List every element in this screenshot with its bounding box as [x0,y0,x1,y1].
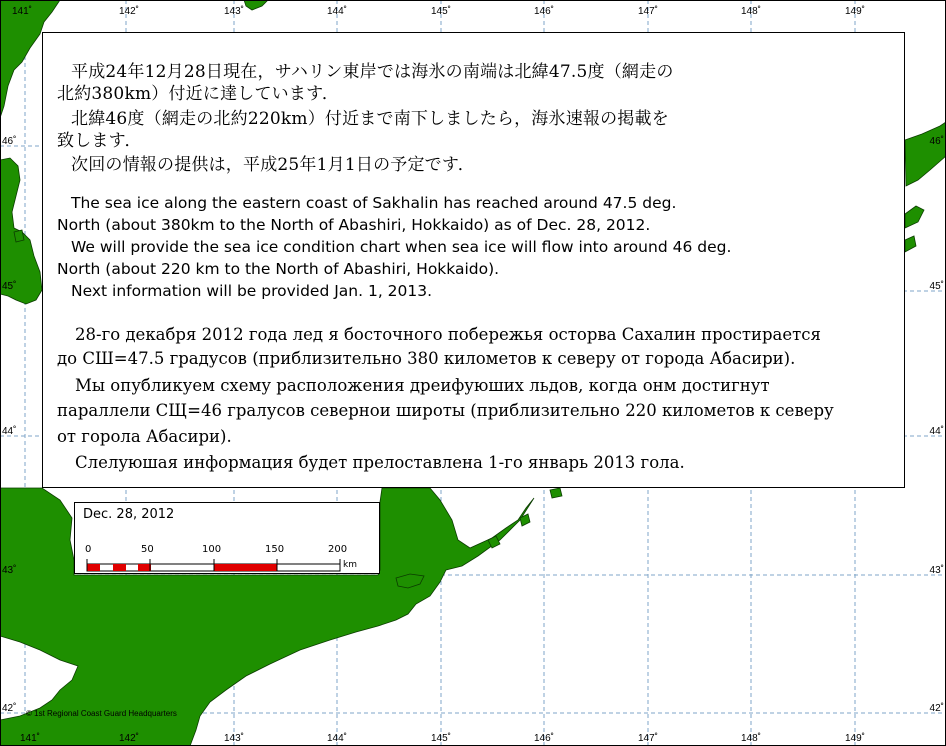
notice-ru-line: Слелуюшая информация будет прелоставлена 1-го январь 2013 гола. [75,453,685,472]
lat-label: 43˚ [2,565,17,576]
lon-label: 147˚ [637,6,659,17]
notice-ru-line: от горола Абасири). [57,427,232,446]
scale-unit: km [343,560,357,570]
scale-bar-panel [74,502,380,574]
scale-tick-label: 100 [202,544,222,555]
lon-label: 141˚ [11,6,33,17]
chart-date: Dec. 28, 2012 [83,507,175,522]
lon-label: 144˚ [326,6,348,17]
scale-segment [214,564,277,571]
lon-label: 143˚ [223,6,245,17]
lat-label: 46˚ [929,136,944,147]
lon-label: 149˚ [844,6,866,17]
scale-tick-label: 0 [85,544,92,555]
notice-ru-line: 28-го декабря 2012 года лед я босточного побережья осторва Сахалин простирается [75,325,821,344]
notice-ru-line: параллели СЩ=46 гралусов севернои широты (приблизительно 220 километов к северу [57,401,834,420]
notice-ru-line: до СШ=47.5 градусов (приблизительно 380 километов к северу от города Абасири). [57,349,796,368]
notice-jp-line: 平成24年12月28日現在，サハリン東岸では海氷の南端は北緯47.5度（網走の [71,62,674,82]
scale-segment [113,564,126,571]
scale-segment [138,564,151,571]
lat-label: 42˚ [929,703,944,714]
land-islet-3 [550,488,562,498]
notice-en-line: North (about 380km to the North of Abashiri, Hokkaido) as of Dec. 28, 2012. [57,216,651,234]
land-islet-4 [14,230,24,242]
scale-bar [75,503,381,575]
lon-label: 145˚ [430,733,452,744]
lat-label: 45˚ [929,281,944,292]
notice-ru-line: Мы опубликуем схему расположения дреифуюших льдов, когда онм достигнут [75,376,770,395]
lon-label: 145˚ [430,6,452,17]
lon-label: 142˚ [118,6,140,17]
lon-label: 142˚ [118,733,140,744]
scale-segment [87,564,100,571]
lon-label: 146˚ [533,733,555,744]
lat-label: 43˚ [929,565,944,576]
lon-label: 143˚ [223,733,245,744]
lon-label: 149˚ [844,733,866,744]
notice-jp-line: 致します． [57,131,142,151]
lat-label: 45˚ [2,281,17,292]
lat-label: 44˚ [929,426,944,437]
lon-label: 148˚ [740,733,762,744]
notice-en-line: Next information will be provided Jan. 1, 2013. [71,282,433,300]
lat-label: 44˚ [2,426,17,437]
lon-label: 147˚ [637,733,659,744]
lat-label: 46˚ [2,136,17,147]
notice-en-line: The sea ice along the eastern coast of Sakhalin has reached around 47.5 deg. [71,194,677,212]
notice-jp-line: 北約380km）付近に達しています． [57,84,340,104]
notice-jp-line: 北緯46度（網走の北約220km）付近まで南下しましたら，海氷速報の掲載を [71,109,669,129]
notice-en-line: North (about 220 km to the North of Abashiri, Hokkaido). [57,260,500,278]
notice-en-line: We will provide the sea ice condition chart when sea ice will flow into around 46 deg. [71,238,732,256]
lat-label: 42˚ [2,703,17,714]
scale-tick-label: 200 [328,544,348,555]
lon-label: 141˚ [19,733,41,744]
copyright-credit: © 1st Regional Coast Guard Headquarters [26,709,177,718]
scale-tick-label: 150 [265,544,285,555]
lon-label: 144˚ [326,733,348,744]
scale-tick-label: 50 [141,544,154,555]
notice-panel [42,32,905,488]
lon-label: 148˚ [740,6,762,17]
lon-label: 146˚ [533,6,555,17]
notice-jp-line: 次回の情報の提供は，平成25年1月1日の予定です． [71,155,475,175]
